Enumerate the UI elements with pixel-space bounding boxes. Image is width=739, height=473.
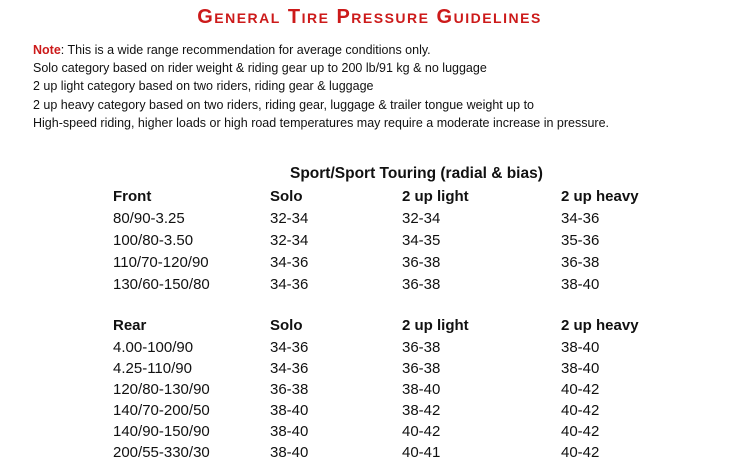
pressure-solo: 34-36 xyxy=(270,276,309,293)
table-row xyxy=(0,400,739,421)
pressure-2up-light: 40-41 xyxy=(402,444,441,461)
column-header: Rear xyxy=(113,317,147,334)
column-header: 2 up light xyxy=(402,317,469,334)
pressure-2up-light: 36-38 xyxy=(402,254,441,271)
pressure-2up-light: 36-38 xyxy=(402,339,441,356)
note-line-2up-heavy: 2 up heavy category based on two riders, riding gear, luggage & trailer tongue weight up to xyxy=(33,97,535,112)
tire-size: 4.25-110/90 xyxy=(113,360,192,377)
pressure-2up-heavy: 40-42 xyxy=(561,381,600,398)
pressure-solo: 38-40 xyxy=(270,402,309,419)
table-row xyxy=(0,421,739,442)
rear-header-row xyxy=(0,315,739,336)
column-header: 2 up heavy xyxy=(561,317,639,334)
tire-size: 120/80-130/90 xyxy=(113,381,210,398)
pressure-2up-heavy: 40-42 xyxy=(561,423,600,440)
note-line-2up-light: 2 up light category based on two riders, riding gear & luggage xyxy=(33,79,374,94)
pressure-2up-heavy: 38-40 xyxy=(561,360,600,377)
pressure-2up-light: 32-34 xyxy=(402,210,441,227)
note-line-solo: Solo category based on rider weight & riding gear up to 200 lb/91 kg & no luggage xyxy=(33,61,487,76)
note-line xyxy=(33,41,609,59)
pressure-2up-light: 38-40 xyxy=(402,381,441,398)
pressure-solo: 34-36 xyxy=(270,339,309,356)
tire-size: 110/70-120/90 xyxy=(113,254,209,271)
note-line-high-speed: High-speed riding, higher loads or high road temperatures may require a moderate increase in pressure. xyxy=(33,115,610,130)
table-row xyxy=(0,379,739,400)
pressure-2up-light: 34-35 xyxy=(402,232,441,249)
pressure-2up-heavy: 35-36 xyxy=(561,232,600,249)
tire-size: 200/55-330/30 xyxy=(113,444,210,461)
front-header-row xyxy=(0,186,739,207)
pressure-solo: 38-40 xyxy=(270,423,309,440)
column-header: Front xyxy=(113,188,152,205)
tire-size: 80/90-3.25 xyxy=(113,210,185,227)
tire-size: 140/70-200/50 xyxy=(113,402,210,419)
tire-size: 4.00-100/90 xyxy=(113,339,194,356)
tire-size: 140/90-150/90 xyxy=(113,423,210,440)
table-row xyxy=(0,252,739,273)
pressure-solo: 34-36 xyxy=(270,360,309,377)
table-title: Sport/Sport Touring (radial & bias) xyxy=(290,165,543,182)
pressure-2up-heavy: 40-42 xyxy=(561,444,600,461)
pressure-solo: 32-34 xyxy=(270,210,309,227)
pressure-solo: 34-36 xyxy=(270,254,309,271)
pressure-2up-light: 36-38 xyxy=(402,360,441,377)
column-header: Solo xyxy=(270,317,303,334)
table-row xyxy=(0,230,739,251)
pressure-solo: 38-40 xyxy=(270,444,309,461)
pressure-2up-light: 36-38 xyxy=(402,276,441,293)
pressure-solo: 32-34 xyxy=(270,232,309,249)
pressure-2up-heavy: 36-38 xyxy=(561,254,600,271)
tire-size: 130/60-150/80 xyxy=(113,276,210,293)
pressure-2up-light: 38-42 xyxy=(402,402,441,419)
table-row xyxy=(0,337,739,358)
note-label: Note xyxy=(33,43,61,57)
notes-block xyxy=(33,41,609,132)
pressure-2up-heavy: 34-36 xyxy=(561,210,600,227)
note-text: : This is a wide range recommendation for average conditions only. xyxy=(60,43,431,57)
pressure-2up-heavy: 40-42 xyxy=(561,402,600,419)
pressure-2up-heavy: 38-40 xyxy=(561,339,600,356)
table-row xyxy=(0,442,739,463)
column-header: Solo xyxy=(270,188,303,205)
column-header: 2 up heavy xyxy=(561,188,639,205)
table-row xyxy=(0,274,739,295)
page-title: General Tire Pressure Guidelines xyxy=(197,6,542,28)
pressure-solo: 36-38 xyxy=(270,381,309,398)
table-row xyxy=(0,208,739,229)
column-header: 2 up light xyxy=(402,188,469,205)
tire-size: 100/80-3.50 xyxy=(113,232,194,249)
pressure-2up-light: 40-42 xyxy=(402,423,441,440)
table-row xyxy=(0,358,739,379)
pressure-2up-heavy: 38-40 xyxy=(561,276,600,293)
